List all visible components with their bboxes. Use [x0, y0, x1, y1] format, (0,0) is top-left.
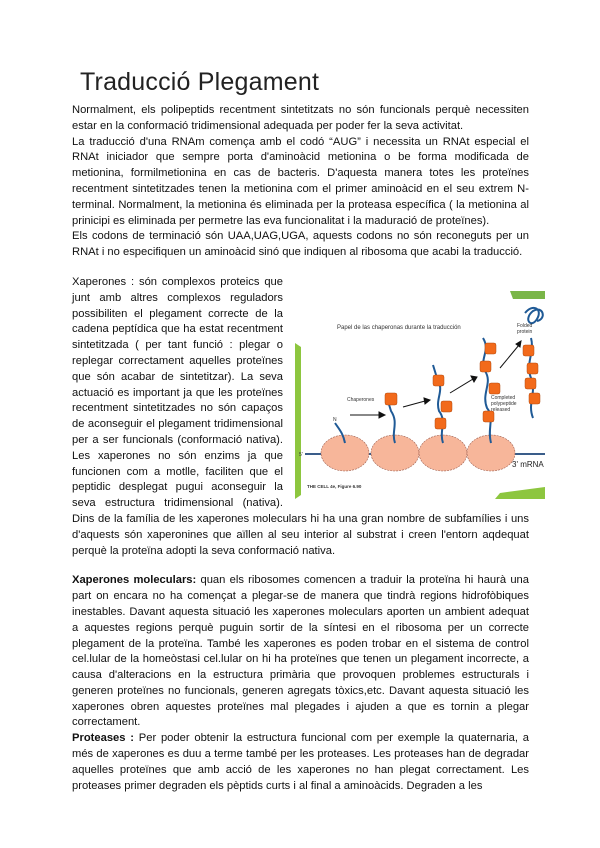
chaperone-label: Chaperones	[347, 396, 375, 403]
paragraph-intro: Normalment, els polipeptids recentment sintetitzats no són funcionals perquè necessiten estar en la conformació tridimensional adequada per poder fer la seva activitat.	[72, 104, 529, 132]
proteases-text: Per poder obtenir la estructura funcional com per exemple la quaternaria, a més de xaperones es duu a terme també per les proteases. Les proteases han de degradar aquelles proteïnes que amb acció de les xaperones no han plegat correctament. Les proteases primer degraden els pèptids curts i al final a aminoàcids. Degraden a les	[72, 732, 529, 792]
paragraph-stop-codons: Els codons de terminació són UAA,UAG,UGA, aquests codons no són reconeguts per un RNAt i no especifiquen un aminoàcid sinó que indiquen al ribosoma que acabi la traducció.	[72, 230, 529, 259]
green-accent-left	[295, 343, 301, 499]
mrna-label: 3' mRNA	[512, 459, 544, 469]
paragraph-proteases	[72, 731, 529, 794]
n-terminal-label: N	[333, 416, 337, 423]
paragraph-xaperones: Xaperones : són complexos proteics que junt amb altres complexos reguladors possibiliten el plegament correcte de la cadena peptídica que ha estat recentment sintetitzada ( per tant funció : plegar o replegar correctament aquelles proteïnes que són acabar de sintetitzar). La seva actuació es important ja que les proteïnes recentment sintetitzades no són capaços de aconseguir el plegament tridimensional per a ser funcionals (conformació nativa). Les xaperones no són enzims ja que funcionen com a motlle, faciliten que el peptidic desplegat pugui aconseguir la seva estructura tridimensional (nativa). Dins de la família de les xaperones moleculars hi ha una gran nombre de subfamílies i uns d'aquests són xaperonines que aïllen al seu interior al substrat i creen l'entorn aqdequat perquè la proteïna adopti la seva conformació nativa.	[72, 275, 529, 557]
five-prime-label: 5'	[299, 451, 303, 458]
heading-molecular-chaperones: Xaperones moleculars:	[72, 574, 197, 587]
paragraph-molecular-chaperones	[72, 573, 529, 731]
document-page	[72, 68, 544, 794]
completed-polypeptide-label: Completed polypeptide released	[491, 394, 517, 413]
paragraph-translation: La traducció d'una RNAm comença amb el codó “AUG” i necessita un RNAt especial el RNAt iniciador que sempre porta d'aminoàcid metionina o be forma modificada de metionina, formilmetionina en cas de bacteris. D'aquesta manera totes les proteïnes recentment sintetitzades tenen la metionina com el primer aminoàcid en el seu extrem N-terminal. Normalment, la metionina és eliminada per la proteasa específica ( la metionina al prinicipi es eliminada per permetre las eva funcionalitat i la maduració de proteïnes).	[72, 135, 529, 227]
page-title: Traducció Plegament	[80, 68, 320, 96]
folded-protein-label: Folded protein	[517, 322, 533, 335]
figure-source: THE CELL 4e, Figure 6.90	[307, 483, 362, 489]
molecular-chaperones-text: quan els ribosomes comencen a traduir la proteïna hi haurà una part on encara no ha començat a plegar-se de manera que tindrà regions hidrofòbiques inestables. Davant aquesta situació les xaperones moleculars aporten un ambient adequat a aquestes regions perquè puguin sortir de la síntesi en el ribosoma per un correcte plegament de la proteïna. També les xaperones es poden trobar en el sistema de control cel.lular de la homeòstasi cel.lular on hi ha proteïnes que tenen un plegament incorrecte, a causa d'alteracions en la estructura primària que provoquen problemes estructurals i generen proteïnes no funcionals, generen agregats tòxics,etc. Davant aquesta situació les xaperones obren aquestes proteïnes mal plegades i ajuden a que es tornin a plegar correctament.	[72, 574, 529, 729]
heading-proteases: Proteases :	[72, 732, 134, 745]
green-accent-top	[510, 291, 545, 299]
figure-caption: Papel de las chaperonas durante la traducción	[337, 324, 461, 331]
chaperone-figure	[295, 283, 545, 499]
